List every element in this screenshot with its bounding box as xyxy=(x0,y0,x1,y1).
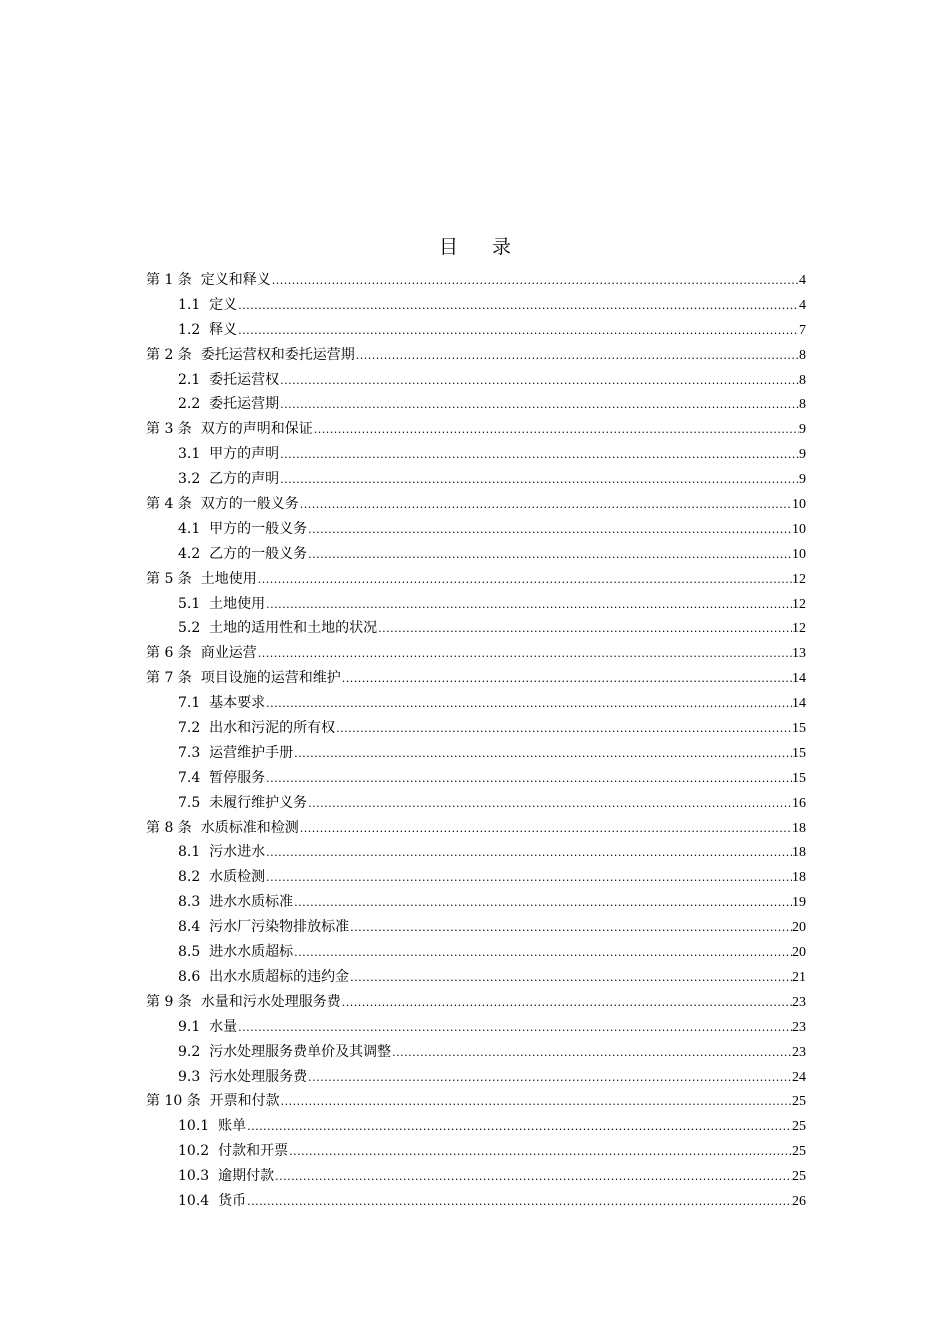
toc-page-number: 14 xyxy=(792,696,806,712)
toc-entry-label: 4.2 乙方的一般义务 xyxy=(178,545,308,562)
toc-dot-leader xyxy=(307,1066,792,1091)
toc-entry-label: 7.3 运营维护手册 xyxy=(178,744,294,761)
toc-dot-leader xyxy=(355,344,799,369)
toc-title: 目 录 xyxy=(438,236,526,258)
toc-entry-label: 8.6 出水水质超标的违约金 xyxy=(178,968,350,985)
toc-dot-leader xyxy=(293,891,792,916)
toc-dot-leader xyxy=(237,1016,792,1041)
toc-entry-label: 5.1 土地使用 xyxy=(178,595,266,612)
toc-dot-leader xyxy=(279,468,799,493)
toc-page-number: 8 xyxy=(799,347,806,363)
toc-page-number: 9 xyxy=(799,422,806,438)
toc-entry-label: 10.3 逾期付款 xyxy=(178,1168,275,1185)
toc-entry-label: 8.1 污水进水 xyxy=(178,844,266,861)
toc-entry-label: 4.1 甲方的一般义务 xyxy=(178,520,308,537)
toc-dot-leader xyxy=(265,593,792,618)
toc-section-entry[interactable] xyxy=(146,592,806,617)
toc-dot-leader xyxy=(279,443,799,468)
toc-chapter-entry[interactable] xyxy=(146,641,806,666)
toc-section-entry[interactable] xyxy=(146,716,806,741)
toc-dot-leader xyxy=(237,294,799,319)
toc-dot-leader xyxy=(288,1140,792,1165)
toc-dot-leader xyxy=(341,991,792,1016)
toc-page-number: 24 xyxy=(792,1069,806,1085)
toc-section-entry[interactable] xyxy=(146,766,806,791)
toc-page-number: 25 xyxy=(792,1119,806,1135)
toc-section-entry[interactable] xyxy=(146,1189,806,1214)
toc-section-entry[interactable] xyxy=(146,1164,806,1189)
toc-section-entry[interactable] xyxy=(146,293,806,318)
toc-section-entry[interactable] xyxy=(146,940,806,965)
toc-entry-label: 5.2 土地的适用性和土地的状况 xyxy=(178,620,378,637)
toc-section-entry[interactable] xyxy=(146,791,806,816)
toc-section-entry[interactable] xyxy=(146,442,806,467)
toc-entry-label: 8.4 污水厂污染物排放标准 xyxy=(178,919,350,936)
toc-page-number: 8 xyxy=(799,397,806,413)
toc-page-number: 25 xyxy=(792,1094,806,1110)
toc-page-number: 23 xyxy=(792,1019,806,1035)
toc-dot-leader xyxy=(313,418,799,443)
toc-chapter-entry[interactable] xyxy=(146,268,806,293)
toc-dot-leader xyxy=(265,866,792,891)
toc-page-number: 7 xyxy=(799,322,806,338)
toc-section-entry[interactable] xyxy=(146,840,806,865)
toc-entry-label: 2.1 委托运营权 xyxy=(178,371,280,388)
toc-entry-label: 2.2 委托运营期 xyxy=(178,396,280,413)
toc-entry-label: 8.2 水质检测 xyxy=(178,869,266,886)
toc-dot-leader xyxy=(237,319,799,344)
toc-page-number: 25 xyxy=(792,1169,806,1185)
toc-entry-label: 10.2 付款和开票 xyxy=(178,1143,289,1160)
toc-page-number: 12 xyxy=(792,596,806,612)
toc-dot-leader xyxy=(299,817,792,842)
toc-section-entry[interactable] xyxy=(146,1040,806,1065)
toc-dot-leader xyxy=(265,841,792,866)
toc-page-number: 9 xyxy=(799,472,806,488)
toc-chapter-entry[interactable] xyxy=(146,666,806,691)
toc-chapter-entry[interactable] xyxy=(146,417,806,442)
toc-entry-label: 9.3 污水处理服务费 xyxy=(178,1068,308,1085)
toc-dot-leader xyxy=(279,393,799,418)
toc-dot-leader xyxy=(265,692,792,717)
toc-entry-label: 7.5 未履行维护义务 xyxy=(178,794,308,811)
toc-page-number: 15 xyxy=(792,745,806,761)
toc-dot-leader xyxy=(293,742,792,767)
toc-entry-label: 7.1 基本要求 xyxy=(178,695,266,712)
toc-page-number: 18 xyxy=(792,845,806,861)
toc-entry-label: 第 9 条 水量和污水处理服务费 xyxy=(146,993,341,1010)
toc-page-number: 15 xyxy=(792,721,806,737)
toc-entry-label: 第 1 条 定义和释义 xyxy=(146,272,271,288)
toc-dot-leader xyxy=(280,1090,792,1115)
toc-entry-label: 1.2 释义 xyxy=(178,321,238,338)
toc-entry-label: 7.2 出水和污泥的所有权 xyxy=(178,720,336,737)
toc-page-number: 16 xyxy=(792,795,806,811)
toc-entry-label: 第 5 条 土地使用 xyxy=(146,570,257,587)
toc-dot-leader xyxy=(265,767,792,792)
toc-section-entry[interactable] xyxy=(146,616,806,641)
toc-page-number: 13 xyxy=(792,646,806,662)
toc-dot-leader xyxy=(335,717,792,742)
toc-section-entry[interactable] xyxy=(146,915,806,940)
toc-entry-label: 第 10 条 开票和付款 xyxy=(146,1093,280,1110)
toc-dot-leader xyxy=(377,617,792,642)
toc-entry-label: 7.4 暂停服务 xyxy=(178,769,266,786)
toc-chapter-entry[interactable] xyxy=(146,990,806,1015)
toc-dot-leader xyxy=(307,543,792,568)
toc-list xyxy=(146,268,806,1214)
toc-section-entry[interactable] xyxy=(146,1015,806,1040)
toc-entry-label: 第 4 条 双方的一般义务 xyxy=(146,496,299,513)
toc-entry-label: 第 8 条 水质标准和检测 xyxy=(146,819,299,836)
toc-section-entry[interactable] xyxy=(146,890,806,915)
toc-dot-leader xyxy=(299,493,792,518)
toc-page-number: 15 xyxy=(792,770,806,786)
toc-entry-label: 第 6 条 商业运营 xyxy=(146,645,257,662)
toc-section-entry[interactable] xyxy=(146,517,806,542)
toc-page-number: 23 xyxy=(792,994,806,1010)
toc-dot-leader xyxy=(349,966,792,991)
toc-dot-leader xyxy=(246,1190,792,1215)
toc-entry-label: 第 3 条 双方的声明和保证 xyxy=(146,421,313,438)
toc-page-number: 21 xyxy=(792,969,806,985)
toc-section-entry[interactable] xyxy=(146,318,806,343)
toc-chapter-entry[interactable] xyxy=(146,343,806,368)
toc-section-entry[interactable] xyxy=(146,542,806,567)
toc-dot-leader xyxy=(307,518,792,543)
toc-dot-leader xyxy=(341,667,792,692)
toc-entry-label: 8.5 进水水质超标 xyxy=(178,944,294,961)
toc-page-number: 4 xyxy=(799,297,806,313)
toc-section-entry[interactable] xyxy=(146,1114,806,1139)
toc-page-number: 14 xyxy=(792,671,806,687)
toc-entry-label: 第 2 条 委托运营权和委托运营期 xyxy=(146,346,355,363)
toc-page-number: 26 xyxy=(792,1193,806,1209)
toc-page-number: 19 xyxy=(792,895,806,911)
toc-entry-label: 10.4 货币 xyxy=(178,1192,247,1209)
toc-chapter-entry[interactable] xyxy=(146,567,806,592)
toc-section-entry[interactable] xyxy=(146,467,806,492)
toc-section-entry[interactable] xyxy=(146,392,806,417)
toc-section-entry[interactable] xyxy=(146,1065,806,1090)
toc-page-number: 10 xyxy=(792,497,806,513)
toc-section-entry[interactable] xyxy=(146,865,806,890)
toc-chapter-entry[interactable] xyxy=(146,816,806,841)
toc-section-entry[interactable] xyxy=(146,368,806,393)
toc-dot-leader xyxy=(279,369,799,394)
toc-page-number: 12 xyxy=(792,571,806,587)
toc-page-number: 10 xyxy=(792,546,806,562)
toc-entry-label: 9.2 污水处理服务费单价及其调整 xyxy=(178,1043,392,1060)
toc-dot-leader xyxy=(246,1115,792,1140)
toc-entry-label: 8.3 进水水质标准 xyxy=(178,894,294,911)
toc-page-number: 25 xyxy=(792,1144,806,1160)
toc-chapter-entry[interactable] xyxy=(146,492,806,517)
toc-chapter-entry[interactable] xyxy=(146,1089,806,1114)
toc-dot-leader xyxy=(274,1165,792,1190)
toc-dot-leader xyxy=(271,269,799,294)
toc-page-number: 18 xyxy=(792,870,806,886)
toc-dot-leader xyxy=(307,792,792,817)
toc-page-number: 9 xyxy=(799,447,806,463)
toc-page-number: 18 xyxy=(792,820,806,836)
toc-page-number: 12 xyxy=(792,621,806,637)
toc-dot-leader xyxy=(349,916,792,941)
toc-section-entry[interactable] xyxy=(146,965,806,990)
toc-dot-leader xyxy=(257,568,792,593)
toc-section-entry[interactable] xyxy=(146,741,806,766)
toc-page-number: 20 xyxy=(792,945,806,961)
toc-section-entry[interactable] xyxy=(146,691,806,716)
toc-page-number: 20 xyxy=(792,920,806,936)
toc-entry-label: 10.1 账单 xyxy=(178,1118,247,1135)
toc-dot-leader xyxy=(257,642,792,667)
toc-entry-label: 9.1 水量 xyxy=(178,1018,238,1035)
toc-page-number: 10 xyxy=(792,521,806,537)
toc-entry-label: 1.1 定义 xyxy=(178,296,238,313)
toc-dot-leader xyxy=(293,941,792,966)
toc-entry-label: 第 7 条 项目设施的运营和维护 xyxy=(146,670,341,687)
toc-section-entry[interactable] xyxy=(146,1139,806,1164)
toc-entry-label: 3.1 甲方的声明 xyxy=(178,446,280,463)
toc-page-number: 23 xyxy=(792,1044,806,1060)
toc-dot-leader xyxy=(391,1041,792,1066)
toc-page-number: 4 xyxy=(799,273,806,288)
toc-entry-label: 3.2 乙方的声明 xyxy=(178,471,280,488)
toc-page-number: 8 xyxy=(799,372,806,388)
